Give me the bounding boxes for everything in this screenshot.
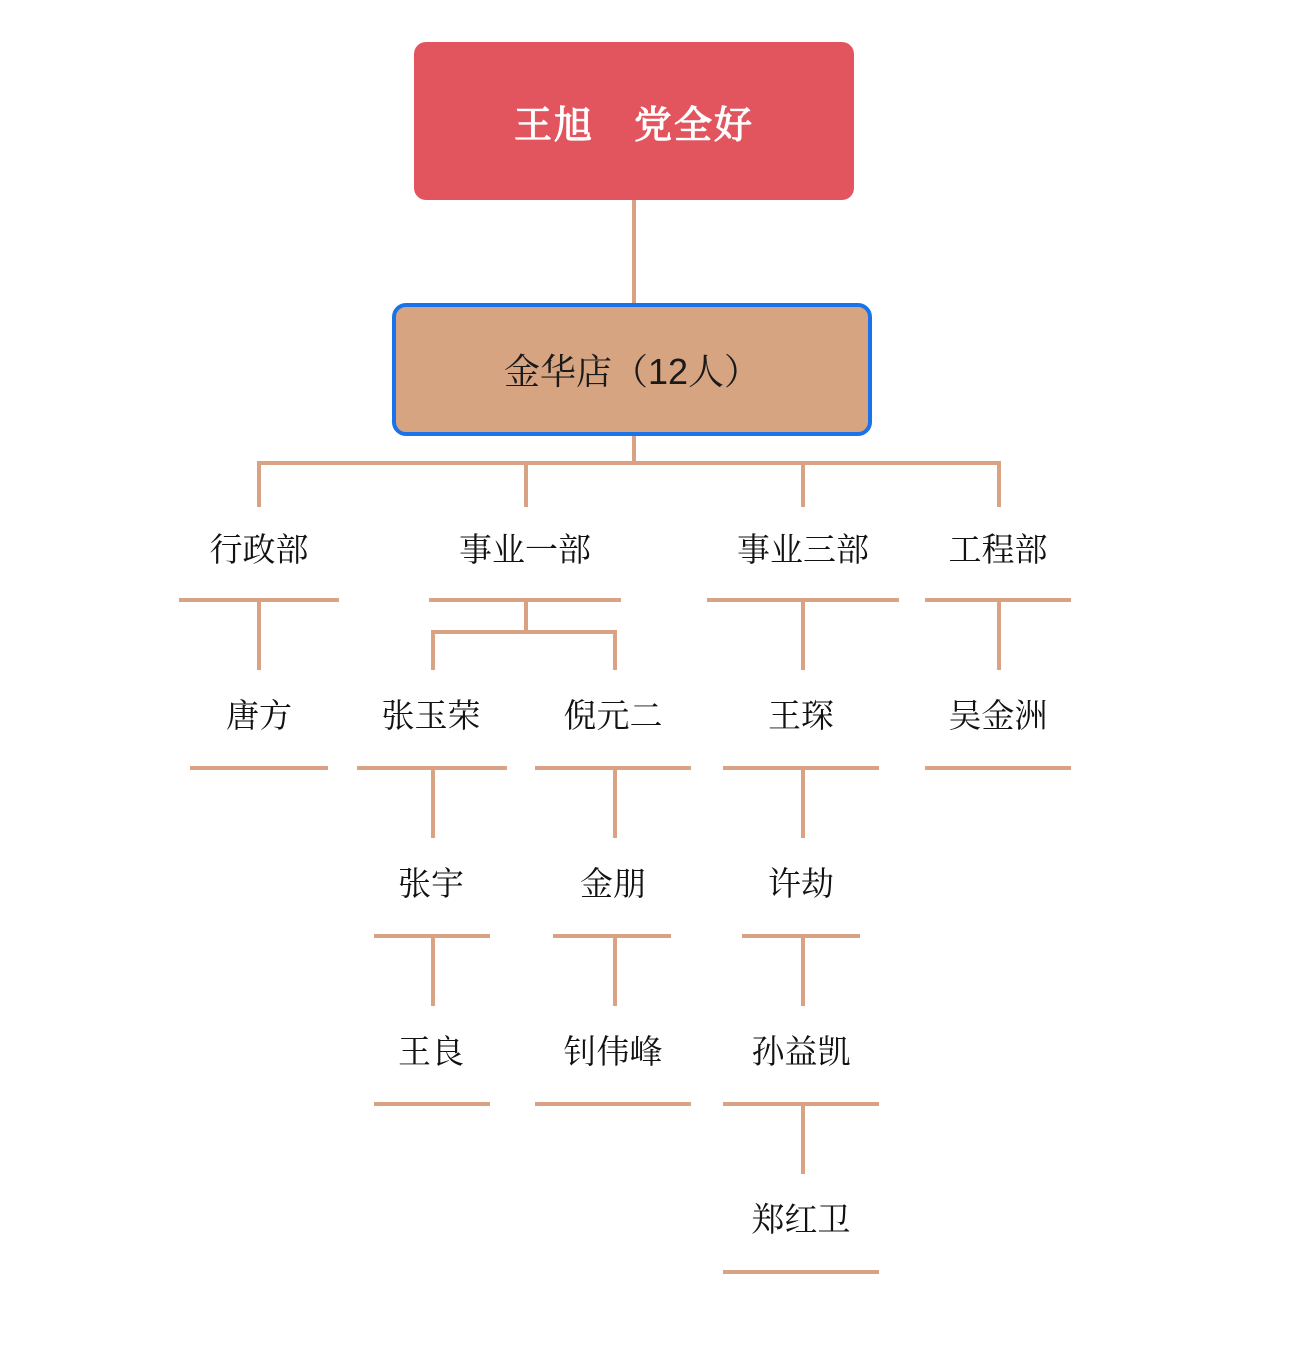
connector-zhangyurong-zhangyu	[431, 766, 435, 838]
org-node-wangchen[interactable]: 王琛	[768, 696, 834, 734]
connector-wangchen-xujie	[801, 766, 805, 838]
connector-niyuaner-jinpeng	[613, 766, 617, 838]
connector-biz1-down	[524, 598, 528, 632]
underline-tangfang	[190, 766, 328, 770]
underline-jinpeng	[553, 934, 671, 938]
connector-store-down	[632, 436, 636, 463]
connector-eng-wujinzhou	[997, 598, 1001, 670]
underline-wujinzhou	[925, 766, 1071, 770]
org-node-xujie[interactable]: 许劫	[768, 864, 834, 902]
org-node-niyuaner[interactable]: 倪元二	[563, 696, 663, 734]
connector-biz1-left	[431, 630, 435, 670]
org-node-dept-eng[interactable]: 工程部	[948, 530, 1048, 568]
connector-admin-tangfang	[257, 598, 261, 670]
org-node-zhenghongwei[interactable]: 郑红卫	[751, 1200, 851, 1238]
connector-sunyikai-zhenghongwei	[801, 1102, 805, 1174]
org-node-root[interactable]: 王旭 党全好	[414, 42, 854, 200]
connector-root-store	[632, 200, 636, 305]
org-node-sunyikai[interactable]: 孙益凯	[751, 1032, 851, 1070]
org-node-tangfang[interactable]: 唐方	[226, 696, 292, 734]
connector-biz1-bus	[431, 630, 617, 634]
org-node-store-jinhua[interactable]: 金华店（12人）	[392, 303, 872, 436]
connector-jinpeng-diaoweifeng	[613, 934, 617, 1006]
org-node-zhangyurong[interactable]: 张玉荣	[381, 696, 481, 734]
underline-zhenghongwei	[723, 1270, 879, 1274]
underline-diaoweifeng	[535, 1102, 691, 1106]
org-node-zhangyu[interactable]: 张宇	[398, 864, 464, 902]
org-node-dept-admin[interactable]: 行政部	[209, 530, 309, 568]
connector-biz3-wangchen	[801, 598, 805, 670]
connector-zhangyu-wangliang	[431, 934, 435, 1006]
connector-to-eng	[997, 461, 1001, 507]
org-node-dept-biz1[interactable]: 事业一部	[459, 530, 591, 568]
connector-xujie-sunyikai	[801, 934, 805, 1006]
org-node-wangliang[interactable]: 王良	[398, 1032, 464, 1070]
org-node-diaoweifeng[interactable]: 钊伟峰	[563, 1032, 663, 1070]
underline-wangliang	[374, 1102, 490, 1106]
connector-to-biz3	[801, 461, 805, 507]
connector-to-biz1	[524, 461, 528, 507]
org-node-dept-biz3[interactable]: 事业三部	[737, 530, 869, 568]
connector-level2-bus	[257, 461, 997, 465]
org-node-wujinzhou[interactable]: 吴金洲	[948, 696, 1048, 734]
connector-to-admin	[257, 461, 261, 507]
org-node-jinpeng[interactable]: 金朋	[580, 864, 646, 902]
connector-biz1-right	[613, 630, 617, 670]
